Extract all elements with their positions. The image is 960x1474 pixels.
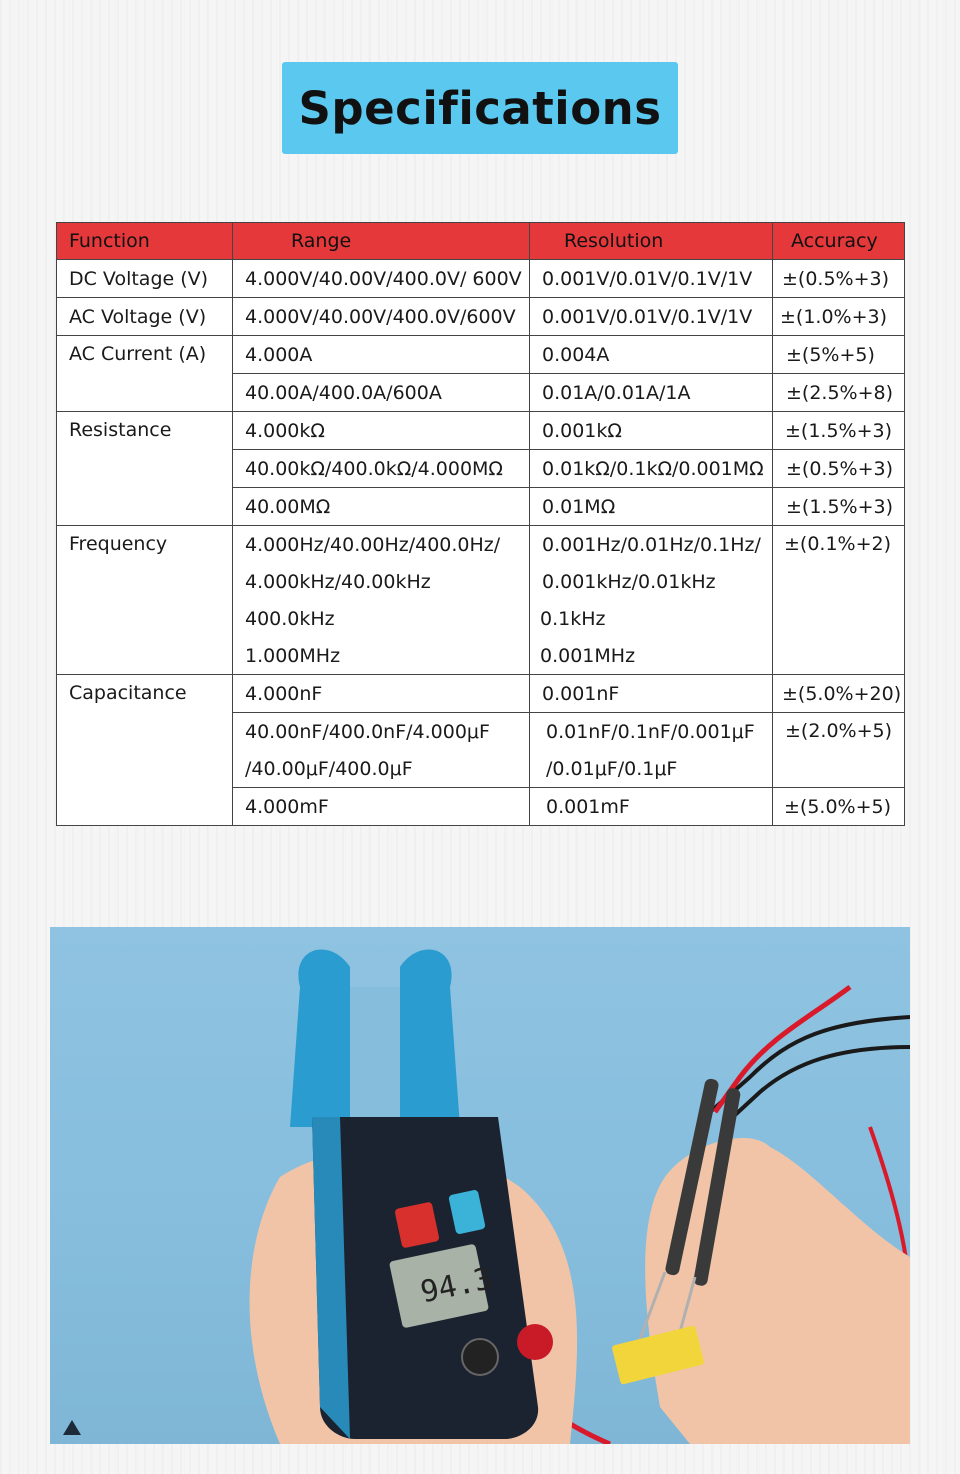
table-row xyxy=(57,675,905,713)
function-cell: AC Voltage (V) xyxy=(57,298,233,336)
range-cell: 4.000kΩ xyxy=(233,412,530,450)
range-cell: 40.00nF/400.0nF/4.000μF xyxy=(233,713,530,751)
header-resolution: Resolution xyxy=(530,223,773,260)
range-cell: 4.000mF xyxy=(233,788,530,826)
function-cell: Resistance xyxy=(57,412,233,526)
resolution-cell: 0.001kHz/0.01kHz xyxy=(530,563,773,600)
resolution-cell: 0.1kHz xyxy=(530,600,773,637)
range-cell: /40.00μF/400.0μF xyxy=(233,750,530,788)
range-cell: 4.000Hz/40.00Hz/400.0Hz/ xyxy=(233,526,530,564)
resolution-cell: 0.001V/0.01V/0.1V/1V xyxy=(530,298,773,336)
range-cell: 4.000V/40.00V/400.0V/ 600V xyxy=(233,260,530,298)
resolution-cell: 0.01kΩ/0.1kΩ/0.001MΩ xyxy=(530,450,773,488)
table-row xyxy=(57,336,905,374)
header-function: Function xyxy=(57,223,233,260)
accuracy-cell: ±(1.0%+3) xyxy=(773,298,905,336)
resolution-cell: /0.01μF/0.1μF xyxy=(530,750,773,788)
accuracy-cell: ±(1.5%+3) xyxy=(773,488,905,526)
resolution-cell: 0.001nF xyxy=(530,675,773,713)
page-title: Specifications xyxy=(298,81,662,135)
resolution-cell: 0.001mF xyxy=(530,788,773,826)
range-cell: 1.000MHz xyxy=(233,637,530,675)
accuracy-cell: ±(0.5%+3) xyxy=(773,260,905,298)
function-cell: AC Current (A) xyxy=(57,336,233,412)
title-banner xyxy=(282,62,678,154)
function-cell: Capacitance xyxy=(57,675,233,826)
play-icon[interactable] xyxy=(63,1420,81,1435)
resolution-cell: 0.001MHz xyxy=(530,637,773,675)
product-photo xyxy=(50,927,910,1444)
header-accuracy: Accuracy xyxy=(773,223,905,260)
range-cell: 4.000nF xyxy=(233,675,530,713)
function-cell: Frequency xyxy=(57,526,233,675)
range-cell: 4.000A xyxy=(233,336,530,374)
resolution-cell: 0.001kΩ xyxy=(530,412,773,450)
header-range: Range xyxy=(233,223,530,260)
accuracy-cell: ±(5.0%+5) xyxy=(773,788,905,826)
resolution-cell: 0.01MΩ xyxy=(530,488,773,526)
accuracy-cell: ±(2.0%+5) xyxy=(773,713,905,788)
range-cell: 4.000kHz/40.00kHz xyxy=(233,563,530,600)
table-row xyxy=(57,412,905,450)
table-row xyxy=(57,298,905,336)
specifications-table xyxy=(56,222,905,826)
range-cell: 4.000V/40.00V/400.0V/600V xyxy=(233,298,530,336)
table-header-row xyxy=(57,223,905,260)
accuracy-cell: ±(0.1%+2) xyxy=(773,526,905,675)
accuracy-cell: ±(1.5%+3) xyxy=(773,412,905,450)
range-cell: 40.00MΩ xyxy=(233,488,530,526)
range-cell: 400.0kHz xyxy=(233,600,530,637)
accuracy-cell: ±(5.0%+20) xyxy=(773,675,905,713)
range-cell: 40.00kΩ/400.0kΩ/4.000MΩ xyxy=(233,450,530,488)
resolution-cell: 0.001V/0.01V/0.1V/1V xyxy=(530,260,773,298)
table-row xyxy=(57,260,905,298)
accuracy-cell: ±(5%+5) xyxy=(773,336,905,374)
resolution-cell: 0.001Hz/0.01Hz/0.1Hz/ xyxy=(530,526,773,564)
range-cell: 40.00A/400.0A/600A xyxy=(233,374,530,412)
meter-reading: 94.3 xyxy=(417,1261,496,1311)
resolution-cell: 0.01A/0.01A/1A xyxy=(530,374,773,412)
table-row xyxy=(57,526,905,564)
accuracy-cell: ±(0.5%+3) xyxy=(773,450,905,488)
resolution-cell: 0.01nF/0.1nF/0.001μF xyxy=(530,713,773,751)
accuracy-cell: ±(2.5%+8) xyxy=(773,374,905,412)
clamp-meter-illustration xyxy=(50,927,910,1444)
function-cell: DC Voltage (V) xyxy=(57,260,233,298)
resolution-cell: 0.004A xyxy=(530,336,773,374)
